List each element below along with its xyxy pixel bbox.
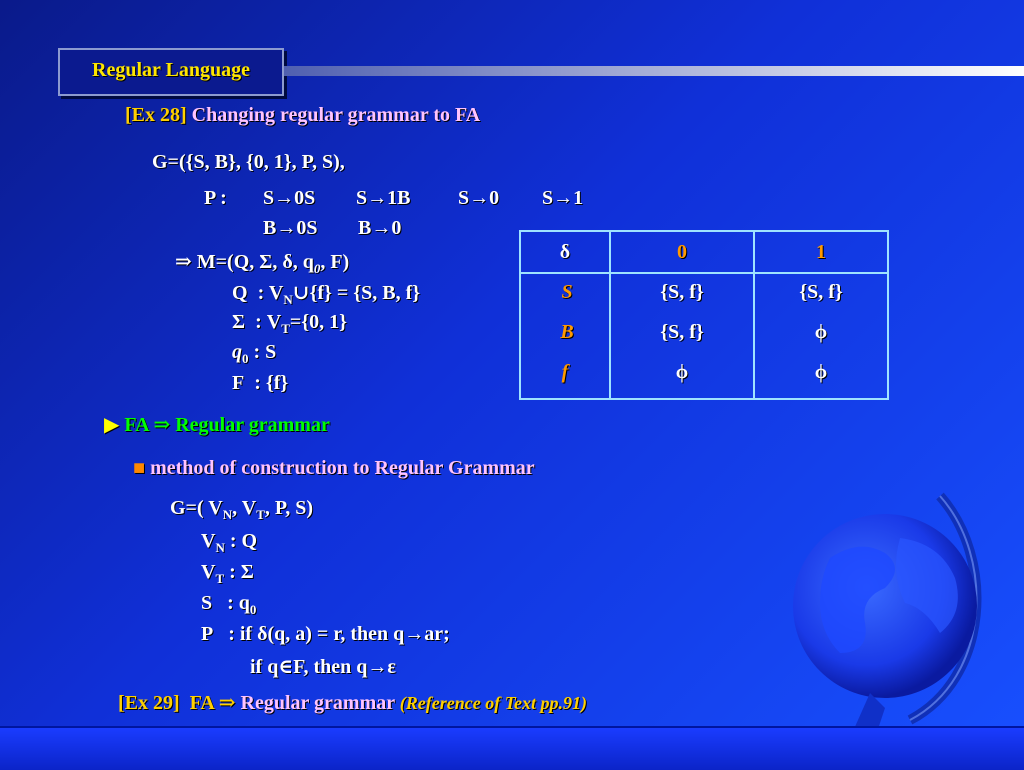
- production-6: B→0: [358, 217, 402, 239]
- ex28-heading: [125, 104, 480, 127]
- transition-table: [519, 230, 889, 400]
- production-5: B→0S: [263, 217, 318, 239]
- slide-title: Regular Language: [92, 59, 250, 81]
- table-divider: [521, 272, 887, 274]
- table-row-state: S: [561, 281, 573, 303]
- table-header-0: 0: [677, 241, 687, 263]
- square-bullet-icon: ■: [133, 457, 146, 479]
- production-2: S→1B: [356, 187, 411, 209]
- machine-sigma: Σ : $V_T=\{0$, 1}: [232, 311, 348, 336]
- machine-q0: $q_0$ : S: [232, 341, 277, 366]
- machine-f: F : {f}: [232, 372, 289, 394]
- construction-vn: $V_N$ : Q: [201, 530, 258, 555]
- construction-g: G=( $V_N$, $V_T$, P, S): [170, 497, 314, 522]
- table-row-state: f: [561, 361, 569, 383]
- table-row-state: B: [560, 321, 574, 343]
- machine-def: ⇒ M=(Q, Σ, δ, $q_0$, F): [175, 251, 350, 276]
- table-cell: ϕ: [814, 321, 828, 343]
- construction-s: S : $q_0$: [201, 592, 257, 617]
- construction-vt: $V_T$ : Σ: [201, 561, 254, 586]
- production-3: S→0: [458, 187, 500, 209]
- productions-label: P :: [204, 187, 227, 209]
- bullet-method: ■ method of construction to Regular Grammar: [133, 457, 535, 479]
- ex29-line: [Ex 29] FA ⇒ Regular grammar (Reference of Text pp.91): [118, 692, 588, 714]
- table-header-1: 1: [816, 241, 826, 263]
- ex28-text: Changing regular grammar to FA: [191, 104, 481, 126]
- implies-arrow: ⇒: [175, 251, 192, 273]
- construction-p: P : if δ(q, a) = r, then q→ar;: [201, 623, 450, 645]
- triangle-bullet-icon: ▶: [104, 414, 120, 436]
- ex29-tag: [Ex 29]: [118, 692, 180, 714]
- construction-p2: if q∈F, then q→ε: [250, 656, 396, 678]
- globe-icon: [790, 488, 990, 748]
- table-cell: ϕ: [814, 361, 828, 383]
- table-cell: ϕ: [675, 361, 689, 383]
- production-4: S→1: [542, 187, 584, 209]
- machine-q: Q : $V_N\cup\{f\} = \{S$, B, f}: [232, 282, 421, 307]
- bullet-fa-to-grammar: ▶ FA ⇒ Regular grammar: [104, 414, 330, 436]
- ex28-tag: [Ex 28]: [125, 104, 187, 126]
- title-box: [58, 48, 284, 96]
- footer-bar: [0, 726, 1024, 770]
- table-header-delta: δ: [559, 241, 571, 263]
- production-1: S→0S: [263, 187, 316, 209]
- title-rule: [284, 66, 1024, 76]
- table-cell: {S, f}: [799, 281, 843, 303]
- table-cell: {S, f}: [660, 281, 704, 303]
- ex29-reference: (Reference of Text pp.91): [399, 693, 588, 713]
- table-cell: {S, f}: [660, 321, 704, 343]
- grammar-def: G=({S, B}, {0, 1}, P, S),: [152, 151, 345, 173]
